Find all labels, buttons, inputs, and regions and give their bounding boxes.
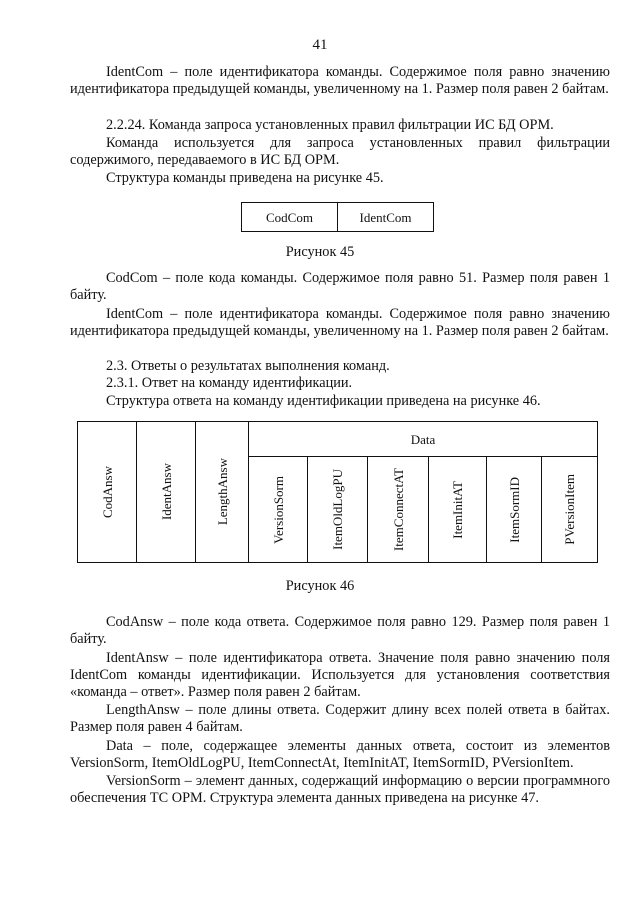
figure-46-caption: Рисунок 46	[285, 578, 355, 594]
subfield-label: VersionSorm	[270, 475, 286, 544]
field-cell	[137, 422, 196, 563]
field-label: LengthAnsw	[214, 458, 230, 526]
paragraph-structure-ref-45: Структура команды приведена на рисунке 45.	[106, 170, 384, 186]
paragraph-lengthansw-desc: LengthAnsw – поле длины ответа. Содержит длину всех полей ответа в байтах. Размер поля равен 4 байтам.	[70, 702, 610, 735]
section-heading-2-3-1: 2.3.1. Ответ на команду идентификации.	[106, 375, 353, 391]
subfield-label: ItemSormID	[506, 476, 522, 543]
paragraph-structure-ref-46: Структура ответа на команду идентификации приведена на рисунке 46.	[106, 393, 541, 409]
section-heading-2-2-24: 2.2.24. Команда запроса установленных правил фильтрации ИС БД ОРМ.	[106, 117, 554, 133]
paragraph-codcom-desc: CodCom – поле кода команды. Содержимое поля равно 51. Размер поля равен 1 байту.	[70, 270, 610, 303]
field-label: IdentAnsw	[158, 463, 174, 521]
subfield-cell	[487, 457, 542, 563]
subfield-cell	[542, 457, 598, 563]
page-number: 41	[312, 37, 328, 53]
subfield-label: ItemOldLogPU	[330, 469, 345, 551]
paragraph-data-desc: Data – поле, содержащее элементы данных ответа, состоит из элементов VersionSorm, ItemOldLogPU, ItemConnectAt, ItemInitAT, ItemSormID, PVersionItem.	[70, 738, 610, 771]
field-cell	[78, 422, 137, 563]
figure-46-table	[77, 421, 598, 563]
field-cell	[196, 422, 249, 563]
subfield-cell	[308, 457, 368, 563]
field-label: CodAnsw	[99, 465, 115, 518]
subfield-cell	[249, 457, 308, 563]
field-cell: IdentCom	[338, 203, 434, 232]
paragraph-command-usage: Команда используется для запроса установленных правил фильтрации содержимого, передаваемого в ИС БД ОРМ.	[70, 135, 610, 168]
subfield-cell	[368, 457, 429, 563]
figure-45-table	[241, 202, 434, 232]
paragraph-identansw-desc: IdentAnsw – поле идентификатора ответа. Значение поля равно значению поля IdentCom команды идентификации. Используется для установления соответствия «команда – ответ». Размер поля равен 2 байтам.	[70, 650, 610, 700]
paragraph-identcom-desc-2: IdentCom – поле идентификатора команды. Содержимое поля равно значению идентификатора предыдущей команды, увеличенному на 1. Размер поля равен 2 байтам.	[70, 306, 610, 339]
field-cell: CodCom	[242, 203, 338, 232]
subfield-cell	[429, 457, 487, 563]
paragraph-versionsorm-desc: VersionSorm – элемент данных, содержащий информацию о версии программного обеспечения ТС ОРМ. Структура элемента данных приведена на рисунке 47.	[70, 773, 610, 806]
paragraph-codansw-desc: CodAnsw – поле кода ответа. Содержимое поля равно 129. Размер поля равен 1 байту.	[70, 614, 610, 647]
paragraph-identcom-desc: IdentCom – поле идентификатора команды. Содержимое поля равно значению идентификатора предыдущей команды, увеличенному на 1. Размер поля равен 2 байтам.	[70, 64, 610, 97]
data-group-header: Data	[249, 422, 598, 457]
section-heading-2-3: 2.3. Ответы о результатах выполнения команд.	[106, 358, 390, 374]
subfield-label: ItemConnectAT	[390, 468, 406, 552]
subfield-label: PVersionItem	[562, 474, 577, 546]
figure-45-caption: Рисунок 45	[285, 244, 355, 260]
subfield-label: ItemInitAT	[450, 480, 465, 539]
